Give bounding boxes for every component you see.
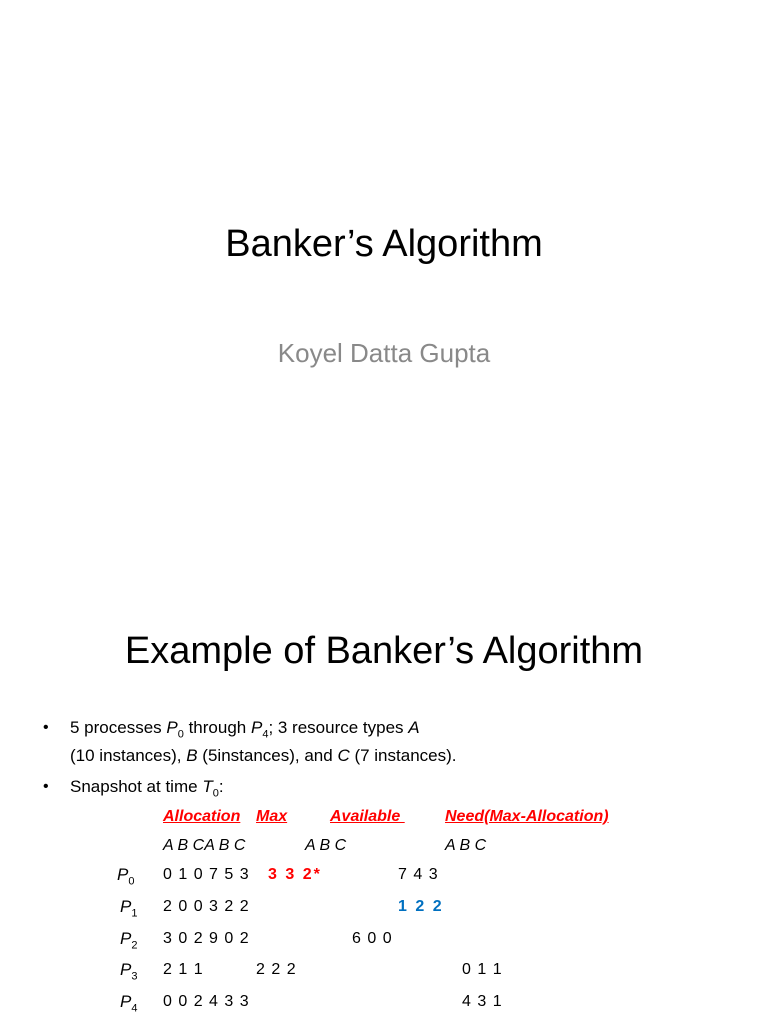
row-alloc-max: 0 0 2 4 3 3 bbox=[163, 993, 250, 1010]
header-need: Need(Max-Allocation) bbox=[445, 808, 609, 825]
header-allocation: Allocation bbox=[163, 808, 241, 825]
row-alloc: 2 1 1 bbox=[163, 961, 204, 978]
process-label: $P_2$ bbox=[120, 929, 138, 952]
row-alloc-max: 2 0 0 3 2 2 bbox=[163, 898, 250, 915]
row-need: 4 3 1 bbox=[462, 993, 503, 1010]
slide-title: Banker’s Algorithm bbox=[225, 223, 543, 265]
bullet-snapshot: Snapshot at time $T_0$: bbox=[70, 777, 224, 800]
row-need-highlighted: 1 2 2 bbox=[398, 898, 444, 915]
process-label: $P_3$ bbox=[120, 960, 138, 983]
process-label: $P_1$ bbox=[120, 897, 138, 920]
bullet-instances: (10 instances), B (5instances), and C (7 instances). bbox=[70, 746, 457, 765]
row-need: 0 1 1 bbox=[462, 961, 503, 978]
row-need: 7 4 3 bbox=[398, 866, 439, 883]
columns-available: A B C bbox=[305, 837, 347, 854]
author-name: Koyel Datta Gupta bbox=[277, 338, 491, 368]
bullet-dot-1: • bbox=[43, 719, 49, 736]
process-label: $P_0$ bbox=[117, 865, 135, 888]
header-available: Available bbox=[330, 808, 405, 825]
example-title: Example of Banker’s Algorithm bbox=[124, 630, 644, 672]
columns-alloc-max: A B CA B C bbox=[163, 837, 246, 854]
columns-need: A B C bbox=[445, 837, 487, 854]
row-alloc-max: 3 0 2 9 0 2 bbox=[163, 930, 250, 947]
header-max: Max bbox=[256, 808, 288, 825]
bullet-processes: 5 processes $P_0$ through $P_4$; 3 resource types A bbox=[70, 718, 420, 741]
process-label: $P_4$ bbox=[120, 992, 138, 1015]
available-value: 3 3 2* bbox=[268, 866, 322, 883]
bullet-dot-2: • bbox=[43, 778, 49, 795]
row-alloc-max: 0 1 0 7 5 3 bbox=[163, 866, 250, 883]
row-max: 2 2 2 bbox=[256, 961, 297, 978]
row-need: 6 0 0 bbox=[352, 930, 393, 947]
